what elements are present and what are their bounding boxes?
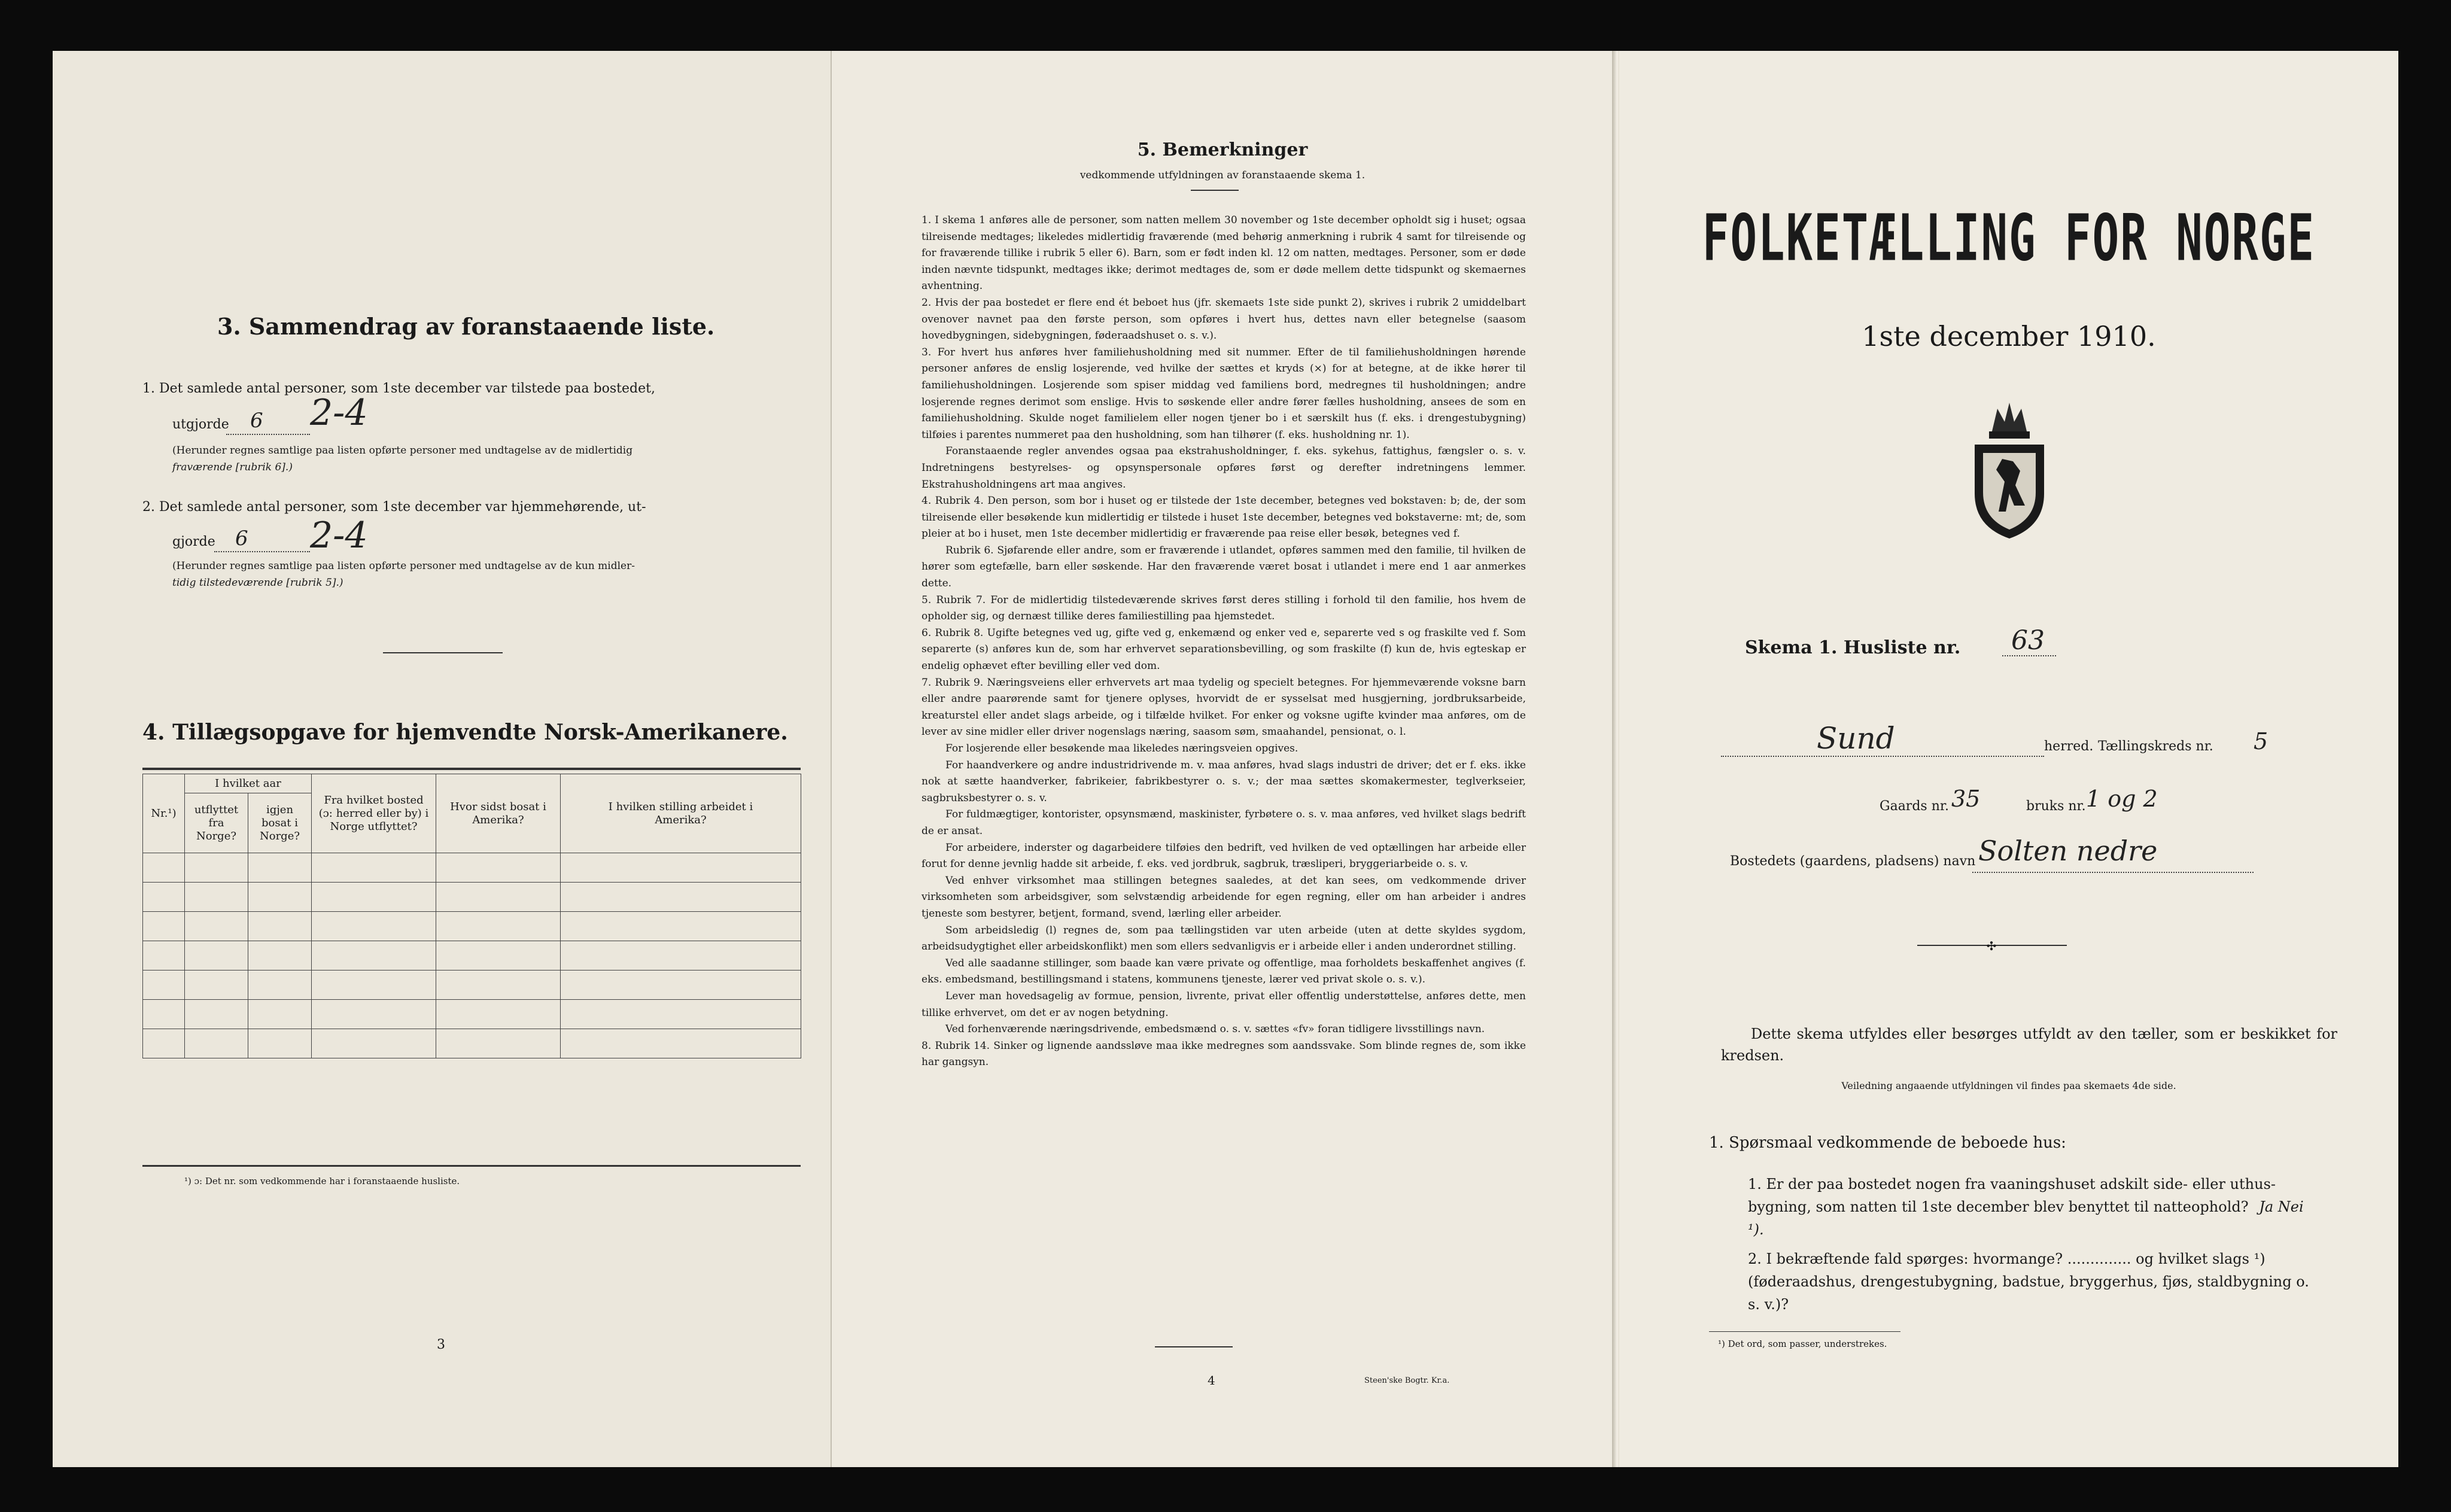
remark-4: 4. Rubrik 4. Den person, som bor i huset og er tilstede der 1ste december, betegnes ved bokstaven: b; de, der som tilreisende eller besøkende kun midlertidig er tilstede i huset 1ste december, betegnes ved bokstaverne: mt; de, som pleier at bo i huset, men 1ste december midlertidig er fraværende paa reise eller besøk, betegnes ved f. — [922, 495, 1526, 540]
remark-7d: For fuldmægtiger, kontorister, opsynsmænd, maskinister, fyrbøtere o. s. v. maa anføres, ved hvilket slags bedrift de er ansat. — [922, 808, 1526, 837]
table-bottom-rule — [142, 1165, 801, 1167]
ornament-icon: ✣ — [1986, 939, 1997, 953]
q1-heading: 1. Spørsmaal vedkommende de beboede hus: — [1709, 1134, 2066, 1152]
remarks-list — [922, 212, 1526, 1071]
remark-7: 7. Rubrik 9. Næringsveiens eller erhvervets art maa tydelig og specielt betegnes. For hjemmeværende voksne barn eller andre paarørende samt for tjenere oplyses, hvorvidt de er sysselsat med husgjerning, jordbruksarbeide, kreaturstel eller andet slags arbeide, og i tilfælde hvilket. For enker og voksne ugifte kvinder maa anføres, om de lever av sine midler eller driver nogenslags næring, saasom søm, smaahandel, pensionat, o. l. — [922, 676, 1526, 738]
item2-line: 2. Det samlede antal personer, som 1ste december var hjemmehørende, ut- — [142, 500, 646, 515]
item2-value: 6 — [235, 527, 248, 550]
item2-prefix: gjorde — [172, 534, 215, 549]
item1-value: 6 — [250, 409, 263, 433]
norsk-amerikanere-table — [142, 774, 801, 1058]
right-page — [1619, 51, 2398, 1467]
gaards-value: 35 — [1951, 786, 1981, 812]
middle-page — [832, 51, 1613, 1467]
bosted-label: Bostedets (gaardens, pladsens) navn — [1730, 854, 1976, 869]
q1-1-answer: Ja Nei ¹). — [1748, 1198, 2304, 1238]
remark-6: 6. Rubrik 8. Ugifte betegnes ved ug, gifte ved g, enkemænd og enker ved e, separerte ved s og fraskilte ved f. Som separerte (s) anføres kun de, som har erhvervet separationsbevilling, og som fraskilte (f) kun de, hvis egteskap er endelig ophævet efter bevilling eller ved dom. — [922, 626, 1526, 673]
remark-3b: Foranstaaende regler anvendes ogsaa paa ekstrahusholdninger, f. eks. sykehus, fattighus, fængsler o. s. v. Indretningens bestyrelses- og opsynspersonale opføres først og derefter indretningens lemmer. Ekstrahusholdningens art maa angives. — [922, 445, 1526, 491]
divider — [383, 652, 503, 653]
table-top-rule — [142, 768, 801, 770]
remark-7g: Som arbeidsledig (l) regnes de, som paa tællingstiden var uten arbeide (uten at dette skyldes sygdom, arbeidsudygtighet eller arbeidskonflikt) men som ellers sedvanligvis er i arbeide eller i anden underordnet stilling. — [922, 924, 1526, 953]
col-hvor-sidst: Hvor sidst bosat i Amerika? — [436, 774, 561, 853]
item1-prefix: utgjorde — [172, 417, 229, 432]
bosted-value: Solten nedre — [1978, 835, 2158, 867]
table-row — [143, 1029, 801, 1058]
item1-handwritten: 2-4 — [310, 392, 368, 434]
table-row — [143, 883, 801, 912]
remark-8: 8. Rubrik 14. Sinker og lignende aandssløve maa ikke medregnes som aandssvake. Som blinde regnes de, som ikke har gangsyn. — [922, 1039, 1526, 1069]
instruction-note: Veiledning angaaende utfyldningen vil findes paa skemaets 4de side. — [1841, 1080, 2176, 1091]
remarks-subheading: vedkommende utfyldningen av foranstaaende skema 1. — [1079, 169, 1366, 181]
page-number: 4 — [1208, 1373, 1215, 1388]
skema-label: Skema 1. Husliste nr. — [1745, 637, 1961, 658]
section3-heading: 3. Sammendrag av foranstaaende liste. — [217, 313, 715, 340]
remark-7j: Ved forhenværende næringsdrivende, embedsmænd o. s. v. sættes «fv» foran tidligere livsstillings navn. — [945, 1023, 1485, 1036]
item1-note-b: fraværende [rubrik 6].) — [172, 461, 293, 473]
remark-1: 1. I skema 1 anføres alle de personer, som natten mellem 30 november og 1ste december opholdt sig i huset; ogsaa tilreisende medtages; likeledes midlertidig fraværende (med behørig anmerkning i rubrik 4 samt for tilreisende og for fraværende tillike i rubrik 5 eller 6). Barn, som er født inden kl. 12 om natten, medtages. Personer, som er døde inden nævnte tidspunkt, medtages ikke; derimot medtages de, som er døde mellem dette tidspunkt og skemaernes avhentning. — [922, 214, 1526, 293]
table-row — [143, 971, 801, 1000]
item2-note-b: tidig tilstedeværende [rubrik 5].) — [172, 577, 343, 589]
col-igjen: igjen bosat i Norge? — [248, 793, 312, 853]
husliste-nr: 63 — [2011, 625, 2045, 656]
bosted-line — [1972, 872, 2254, 873]
q1-1 — [1748, 1173, 2316, 1241]
herred-line — [1721, 756, 2044, 757]
item2-note-a: (Herunder regnes samtlige paa listen opførte personer med undtagelse av de kun midler- — [172, 560, 635, 572]
item1-line: 1. Det samlede antal personer, som 1ste december var tilstede paa bostedet, — [142, 381, 655, 396]
remark-2: 2. Hvis der paa bostedet er flere end ét beboet hus (jfr. skemaets 1ste side punkt 2), skrives i rubrik 2 umiddelbart ovenover navnet paa den første person, som opføres i hvert hus, dettes navn eller betegnelse (saasom hovedbygningen, sidebygningen, føderaadshuset o. s. v.). — [922, 296, 1526, 342]
table-row — [143, 912, 801, 941]
item1-note-a: (Herunder regnes samtlige paa listen opførte personer med undtagelse av de midlertidig — [172, 445, 633, 457]
section4-heading: 4. Tillægsopgave for hjemvendte Norsk-Amerikanere. — [142, 720, 788, 745]
q1-1-text: 1. Er der paa bostedet nogen fra vaaningshuset adskilt side- eller uthus-bygning, som natten til 1ste december blev benyttet til natteophold? — [1748, 1176, 2276, 1215]
col-group-aar: I hvilket aar — [185, 774, 312, 793]
divider — [1191, 190, 1239, 191]
printer-credit: Steen'ske Bogtr. Kr.a. — [1364, 1376, 1450, 1385]
remark-7h: Ved alle saadanne stillinger, som baade kan være private og offentlige, maa forholdets beskaffenhet angives (f. eks. embedsmand, bestillingsmand i statens, kommunens tjeneste, lærer ved privat skole o. s. v.). — [922, 957, 1526, 986]
census-title: FOLKETÆLLING FOR NORGE — [1702, 200, 2316, 276]
bruks-value: 1 og 2 — [2086, 786, 2158, 812]
herred-value: Sund — [1817, 721, 1895, 756]
herred-label: herred. — [2044, 739, 2094, 754]
remark-7c: For haandverkere og andre industridrivende m. v. maa anføres, hvad slags industri de driver; det er f. eks. ikke nok at sætte haandverker, fabrikeier, fabrikbestyrer o. s. v.; der maa sættes skomakermester, teglverkseier, sagbruksbestyrer o. s. v. — [922, 759, 1526, 804]
divider — [1155, 1346, 1233, 1347]
remark-7f: Ved enhver virksomhet maa stillingen betegnes saaledes, at det kan sees, om vedkommende driver virksomheten som arbeidsgiver, som selvstændig arbeidende for egen regning, eller om han arbeider i andres tjeneste som bestyrer, betjent, formand, svend, lærling eller arbeider. — [922, 874, 1526, 920]
footnote-rule — [1709, 1331, 1900, 1332]
bruks-label: bruks nr. — [2026, 799, 2086, 814]
col-nr: Nr.¹) — [143, 774, 185, 853]
remark-5: 5. Rubrik 7. For de midlertidig tilstedeværende skrives først deres stilling i forhold til den familie, hos hvem de opholder sig, og dernæst tillike deres familiestilling paa hjemstedet. — [922, 594, 1526, 623]
col-stilling: I hvilken stilling arbeidet i Amerika? — [561, 774, 801, 853]
husliste-line — [2002, 655, 2056, 656]
footnote: ¹) Det ord, som passer, understrekes. — [1718, 1338, 1887, 1349]
item1-dotted-line — [226, 434, 310, 435]
remark-3: 3. For hvert hus anføres hver familiehusholdning med sit nummer. Efter de til familiehusholdningen hørende personer anføres de enslig losjerende, ved hvilke der sættes et kryds (×) for at betegne, at de ikke hører til familiehusholdningen. Losjerende som spiser middag ved familiens bord, medregnes til husholdningen; andre losjerende regnes derimot som enslige. Hvis to søskende eller andre fører fælles husholdning, ansees de som en familiehusholdning. Skulde noget familielem eller nogen tjener bo i et særskilt hus (f. eks. i drengestubygning) tilføies i parentes nummeret paa den husholdning, som han tilhører (f. eks. husholdning nr. 1). — [922, 346, 1526, 441]
col-fra-bosted: Fra hvilket bosted (ɔ: herred eller by) i Norge utflyttet? — [312, 774, 436, 853]
remark-4b: Rubrik 6. Sjøfarende eller andre, som er fraværende i utlandet, opføres sammen med den familie, til hvilken de hører som egtefælle, barn eller søskende. Har den fraværende været bosat i utlandet i mere end 1 aar anmerkes dette. — [922, 544, 1526, 590]
remark-7e: For arbeidere, inderster og dagarbeidere tilføies den bedrift, ved hvilken de ved optællingen har arbeide eller forut for denne jevnlig hadde sit arbeide, f. eks. ved jordbruk, sagbruk, træsliperi, bryggeriarbeide o. s. v. — [922, 841, 1526, 871]
table-row — [143, 941, 801, 971]
remark-7b: For losjerende eller besøkende maa likeledes næringsveien opgives. — [945, 743, 1299, 755]
coat-of-arms-icon — [1963, 392, 2056, 541]
table-footnote: ¹) ɔ: Det nr. som vedkommende har i foranstaaende husliste. — [184, 1176, 460, 1187]
census-date: 1ste december 1910. — [1862, 320, 2156, 352]
page-number: 3 — [437, 1337, 445, 1352]
table-row — [143, 853, 801, 883]
remark-7i: Lever man hovedsagelig av formue, pension, livrente, privat eller offentlig understøttelse, anføres dette, men tillike erhvervet, om det er av nogen betydning. — [922, 990, 1526, 1019]
instruction-text: Dette skema utfyldes eller besørges utfyldt av den tæller, som er beskikket for kredsen. — [1721, 1026, 2337, 1064]
left-page — [53, 51, 831, 1467]
col-utflyttet: utflyttet fra Norge? — [185, 793, 248, 853]
item2-handwritten: 2-4 — [310, 515, 368, 556]
remarks-heading: 5. Bemerkninger — [1137, 139, 1308, 160]
kreds-label: Tællingskreds nr. — [2098, 739, 2213, 754]
kreds-value: 5 — [2254, 728, 2268, 755]
table-row — [143, 1000, 801, 1029]
item2-dotted-line — [214, 551, 310, 552]
q1-2: 2. I bekræftende fald spørges: hvormange? .............. og hvilket slags ¹) (føderaadshus, drengestubygning, badstue, bryggerhus, fjøs, staldbygning o. s. v.)? — [1748, 1251, 2309, 1313]
gaards-label: Gaards nr. — [1880, 799, 1949, 814]
